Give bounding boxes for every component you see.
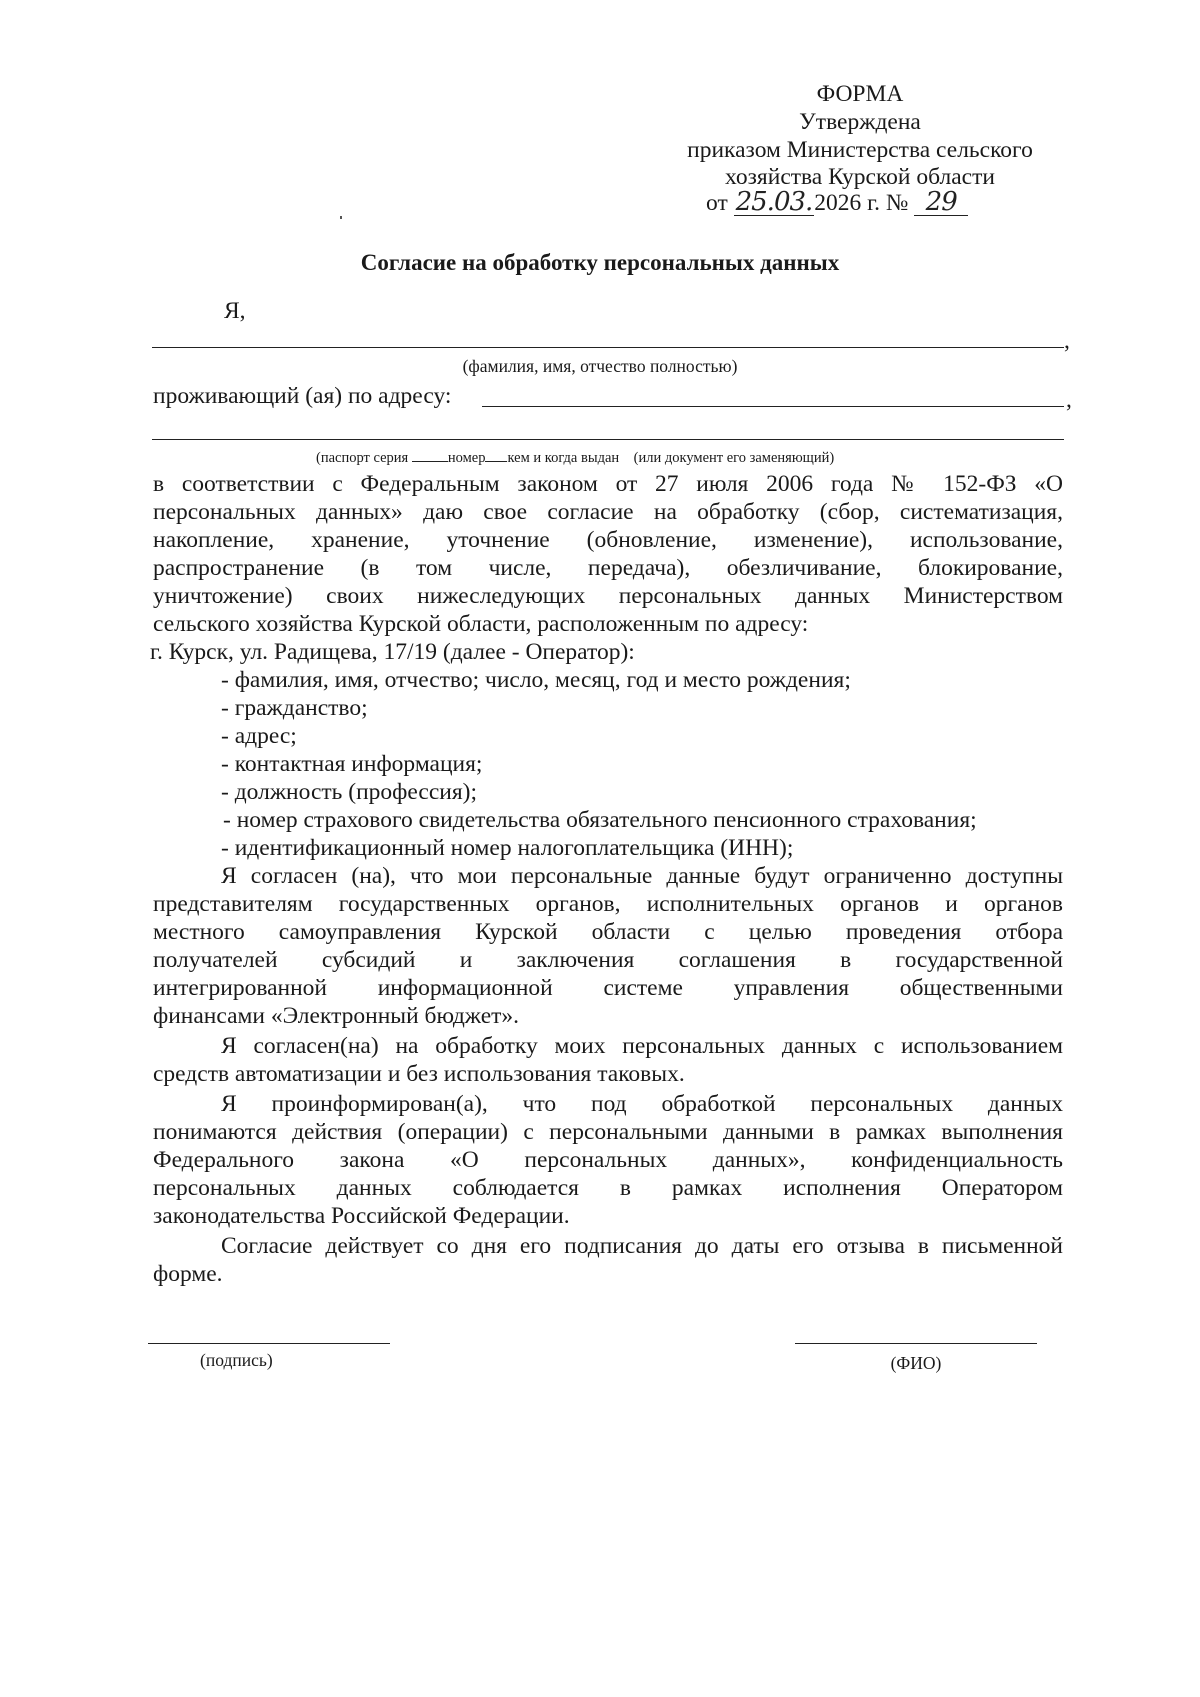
paragraph-1-line: персональных данных» даю свое согласие на обработку (сбор, систематизация, xyxy=(153,499,1063,525)
ya-label: Я, xyxy=(224,298,246,324)
paragraph-1-line: уничтожение) своих нижеследующих персональных данных Министерством xyxy=(153,583,1063,609)
passport-number-blank[interactable] xyxy=(485,461,507,462)
address-blank-line-2[interactable] xyxy=(152,439,1064,440)
paragraph-4-line: Федерального закона «О персональных данных», конфиденциальность xyxy=(153,1147,1063,1173)
paragraph-2-line: интегрированной информационной системе управления общественными xyxy=(153,975,1063,1001)
order-year: 2026 г. № xyxy=(814,190,909,216)
document-title: Согласие на обработку персональных данных xyxy=(360,250,840,275)
operator-address: г. Курск, ул. Радищева, 17/19 (далее - Оператор): xyxy=(150,639,635,665)
paragraph-1-line: в соответствии с Федеральным законом от 27 июля 2006 года № 152-ФЗ «О xyxy=(153,471,1063,497)
approved-label: Утверждена xyxy=(799,109,921,135)
paragraph-2-last-line: финансами «Электронный бюджет». xyxy=(153,1003,520,1029)
fio-comma: , xyxy=(1064,328,1070,354)
fio-signature-caption: (ФИО) xyxy=(890,1353,942,1373)
paragraph-2-line: Я согласен (на), что мои персональные данные будут ограниченно доступны xyxy=(221,863,1063,889)
form-label: ФОРМА xyxy=(816,81,904,107)
paragraph-1-line: распространение (в том числе, передача), обезличивание, блокирование, xyxy=(153,555,1063,581)
data-list-item: - адрес; xyxy=(221,723,297,749)
order-date-line xyxy=(706,189,968,217)
order-number-handwritten: 29 xyxy=(914,189,968,216)
signature-caption: (подпись) xyxy=(200,1350,273,1370)
passport-issued-label: кем и когда выдан xyxy=(507,450,620,466)
paragraph-5-last-line: форме. xyxy=(153,1261,223,1287)
paragraph-3-last-line: средств автоматизации и без использования таковых. xyxy=(153,1061,685,1087)
passport-alt-document-label: (или документ его заменяющий) xyxy=(633,450,835,466)
order-line-2: хозяйства Курской области xyxy=(725,164,995,190)
data-list-item: - контактная информация; xyxy=(221,751,483,777)
passport-caption xyxy=(316,449,834,467)
data-list-item: - номер страхового свидетельства обязательного пенсионного страхования; xyxy=(223,807,977,833)
paragraph-1-line: накопление, хранение, уточнение (обновление, изменение), использование, xyxy=(153,527,1063,553)
passport-number-label: номер xyxy=(447,450,486,466)
paragraph-3-line: Я согласен(на) на обработку моих персональных данных с использованием xyxy=(221,1033,1063,1059)
data-list-item: - фамилия, имя, отчество; число, месяц, год и место рождения; xyxy=(221,667,851,693)
order-line-1: приказом Министерства сельского xyxy=(687,137,1033,163)
fio-blank-line[interactable] xyxy=(152,347,1064,348)
address-comma: , xyxy=(1066,387,1072,413)
paragraph-4-line: понимаются действия (операции) с персональными данными в рамках выполнения xyxy=(153,1119,1063,1145)
signature-blank-line[interactable] xyxy=(148,1343,390,1344)
date-prefix: от xyxy=(706,190,728,216)
data-list-item: - гражданство; xyxy=(221,695,368,721)
fio-caption: (фамилия, имя, отчество полностью) xyxy=(462,356,738,376)
paragraph-4-last-line: законодательства Российской Федерации. xyxy=(153,1203,570,1229)
paragraph-2-line: представителям государственных органов, исполнительных органов и органов xyxy=(153,891,1063,917)
address-blank-line[interactable] xyxy=(482,406,1064,407)
order-date-handwritten: 25.03. xyxy=(735,187,813,217)
passport-series-blank[interactable] xyxy=(412,461,448,462)
paragraph-2-line: получателей субсидий и заключения соглашения в государственной xyxy=(153,947,1063,973)
paragraph-4-line: персональных данных соблюдается в рамках исполнения Оператором xyxy=(153,1175,1063,1201)
fio-signature-blank-line[interactable] xyxy=(795,1343,1037,1344)
data-list-item: - должность (профессия); xyxy=(221,779,478,805)
scan-speck xyxy=(340,216,342,219)
paragraph-4-line: Я проинформирован(а), что под обработкой персональных данных xyxy=(221,1091,1063,1117)
address-label: проживающий (ая) по адресу: xyxy=(153,383,452,409)
paragraph-2-line: местного самоуправления Курской области с целью проведения отбора xyxy=(153,919,1063,945)
data-list-item: - идентификационный номер налогоплательщика (ИНН); xyxy=(221,835,794,861)
paragraph-5-line: Согласие действует со дня его подписания до даты его отзыва в письменной xyxy=(221,1233,1063,1259)
paragraph-1-last-line: сельского хозяйства Курской области, расположенным по адресу: xyxy=(153,611,809,637)
passport-series-label: (паспорт серия xyxy=(316,450,409,466)
